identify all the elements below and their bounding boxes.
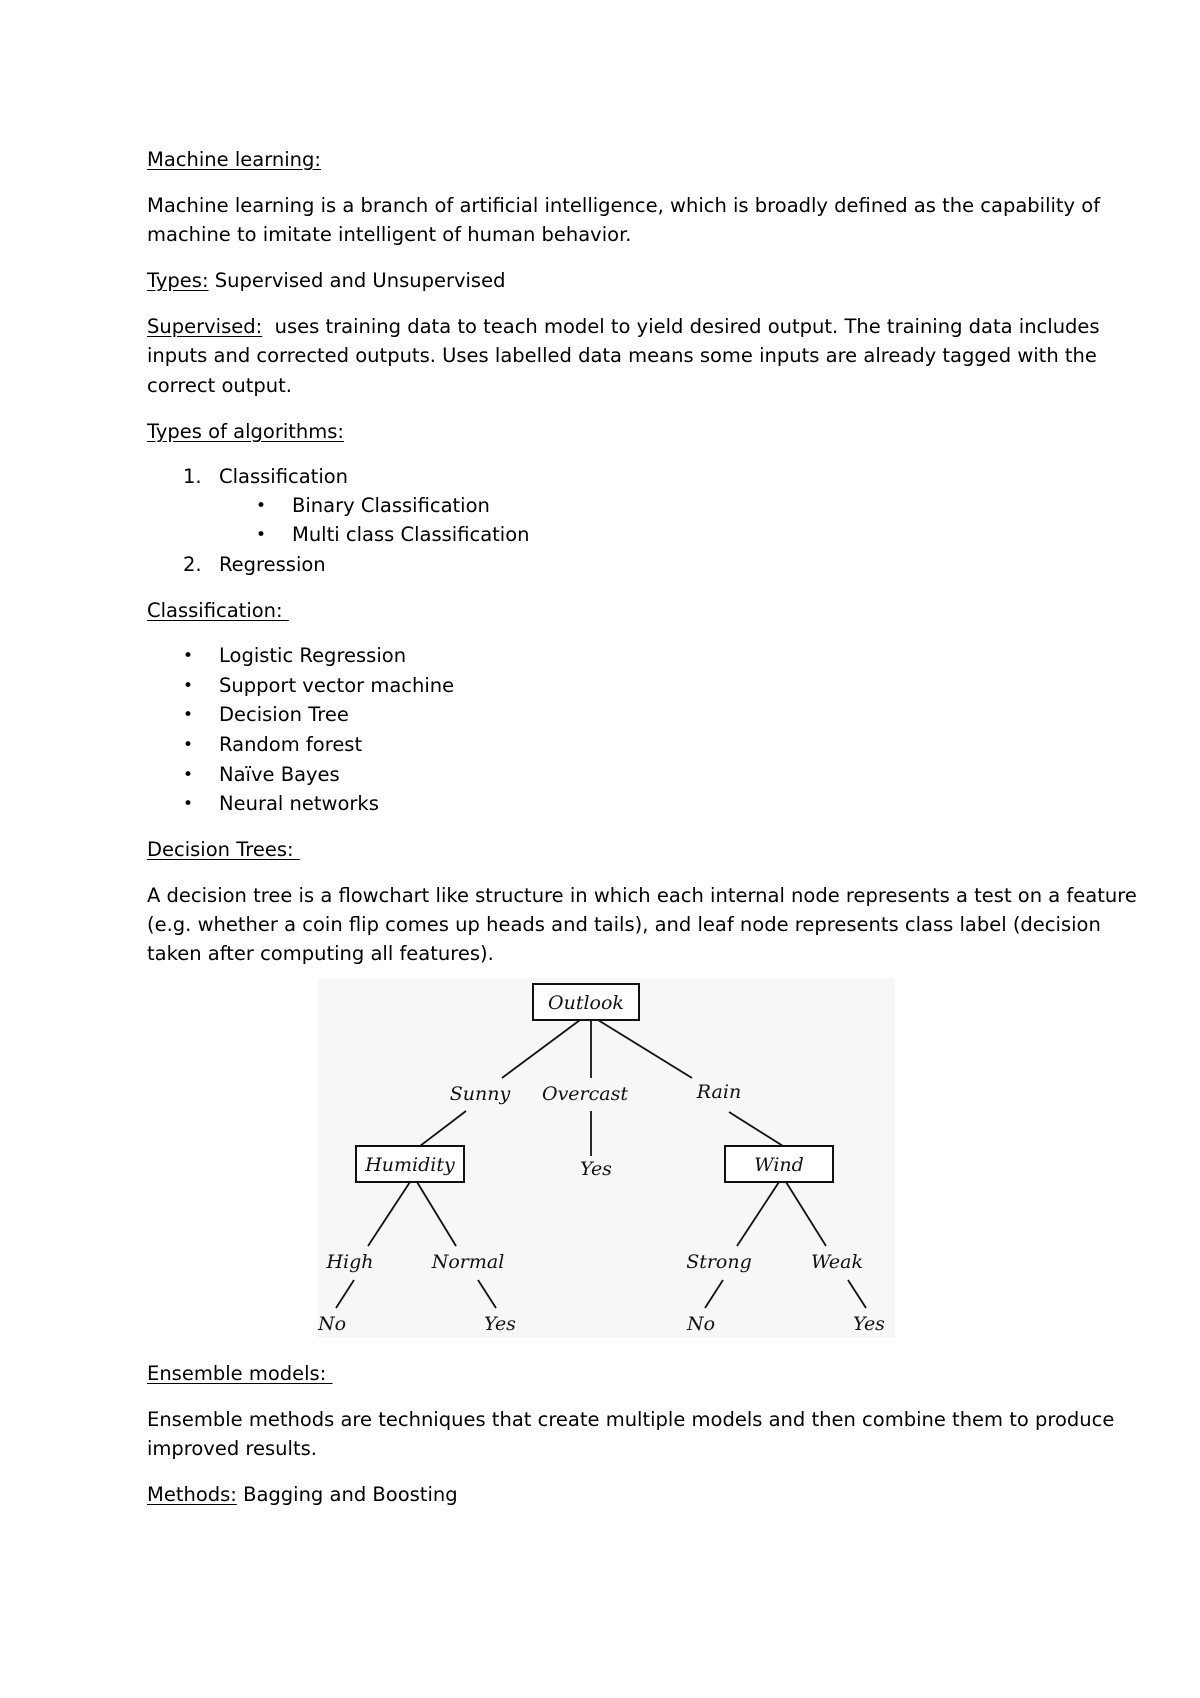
bullet-icon: •	[256, 496, 267, 516]
dt-paragraph-line-2: (e.g. whether a coin flip comes up heads and tails), and leaf node represents class label (decision	[147, 913, 1101, 936]
bullet-icon: •	[183, 705, 194, 725]
branch-overcast-label: Overcast	[542, 1083, 628, 1105]
list-item-regression: Regression	[219, 553, 326, 576]
leaf-high-no-label: No	[318, 1313, 347, 1335]
supervised-label: Supervised:	[147, 315, 263, 338]
bullet-icon: •	[183, 646, 194, 666]
leaf-overcast-yes-label: Yes	[580, 1158, 612, 1180]
edge-wind-weak	[786, 1182, 826, 1246]
node-outlook-label: Outlook	[548, 992, 624, 1014]
leaf-weak-yes-label: Yes	[853, 1313, 885, 1335]
supervised-paragraph-line-1	[147, 315, 1100, 339]
heading-types-of-algorithms: Types of algorithms:	[147, 420, 344, 443]
edge-humidity-normal	[417, 1182, 456, 1246]
leaf-normal-yes-label: Yes	[484, 1313, 516, 1335]
node-humidity-label: Humidity	[365, 1154, 455, 1176]
edge-wind-strong	[737, 1182, 779, 1246]
edge-humidity-high	[368, 1182, 410, 1246]
list-item: Decision Tree	[219, 703, 349, 726]
types-label: Types:	[147, 269, 209, 292]
branch-strong-label: Strong	[686, 1251, 752, 1273]
list-item-classification: Classification	[219, 465, 349, 488]
branch-rain-label: Rain	[696, 1081, 742, 1103]
methods-paragraph	[147, 1483, 458, 1507]
edge-rain-wind	[729, 1112, 783, 1146]
ensemble-paragraph-line-1: Ensemble methods are techniques that create multiple models and then combine them to produce	[147, 1408, 1115, 1431]
list-item: Neural networks	[219, 792, 379, 815]
dt-paragraph-line-1: A decision tree is a flowchart like structure in which each internal node represents a test on a feature	[147, 884, 1137, 907]
list-item: Random forest	[219, 733, 363, 756]
types-value: Supervised and Unsupervised	[208, 269, 506, 292]
branch-high-label: High	[326, 1251, 374, 1273]
bullet-icon: •	[183, 676, 194, 696]
edge-high-no	[336, 1280, 354, 1308]
types-paragraph	[147, 269, 505, 293]
list-item: Support vector machine	[219, 674, 455, 697]
sublist-item-binary: Binary Classification	[292, 494, 490, 517]
branch-weak-label: Weak	[810, 1251, 864, 1273]
bullet-icon: •	[183, 765, 194, 785]
ensemble-paragraph-line-2: improved results.	[147, 1437, 317, 1460]
list-item: Naïve Bayes	[219, 763, 340, 786]
leaf-strong-no-label: No	[686, 1313, 716, 1335]
bullet-icon: •	[183, 735, 194, 755]
list-number-2: 2.	[183, 553, 202, 576]
dt-paragraph-line-3: taken after computing all features).	[147, 942, 494, 965]
ml-definition-line-2: machine to imitate intelligent of human behavior.	[147, 223, 632, 246]
heading-ensemble-models: Ensemble models:	[147, 1362, 333, 1385]
edge-sunny-humidity	[420, 1111, 466, 1146]
edge-outlook-rain	[598, 1020, 692, 1078]
edge-strong-no	[705, 1280, 723, 1308]
bullet-icon: •	[183, 794, 194, 814]
heading-classification: Classification:	[147, 599, 289, 622]
edge-normal-yes	[478, 1280, 496, 1308]
decision-tree-figure	[318, 978, 895, 1338]
list-item: Logistic Regression	[219, 644, 407, 667]
node-wind-label: Wind	[754, 1154, 804, 1176]
sublist-item-multiclass: Multi class Classification	[292, 523, 530, 546]
supervised-paragraph-line-3: correct output.	[147, 374, 292, 397]
list-number-1: 1.	[183, 465, 202, 488]
supervised-text-1: uses training data to teach model to yield desired output. The training data includes	[262, 315, 1100, 338]
branch-normal-label: Normal	[431, 1251, 505, 1273]
decision-tree-diagram	[318, 978, 895, 1338]
branch-sunny-label: Sunny	[449, 1083, 511, 1105]
methods-label: Methods:	[147, 1483, 237, 1506]
bullet-icon: •	[256, 525, 267, 545]
edge-outlook-sunny	[502, 1020, 580, 1078]
heading-machine-learning: Machine learning:	[147, 148, 321, 171]
supervised-paragraph-line-2: inputs and corrected outputs. Uses labelled data means some inputs are already tagged with the	[147, 344, 1097, 367]
ml-definition-line-1: Machine learning is a branch of artificial intelligence, which is broadly defined as the capability of	[147, 194, 1101, 217]
edge-weak-yes	[848, 1280, 866, 1308]
heading-decision-trees: Decision Trees:	[147, 838, 300, 861]
methods-value: Bagging and Boosting	[236, 1483, 458, 1506]
